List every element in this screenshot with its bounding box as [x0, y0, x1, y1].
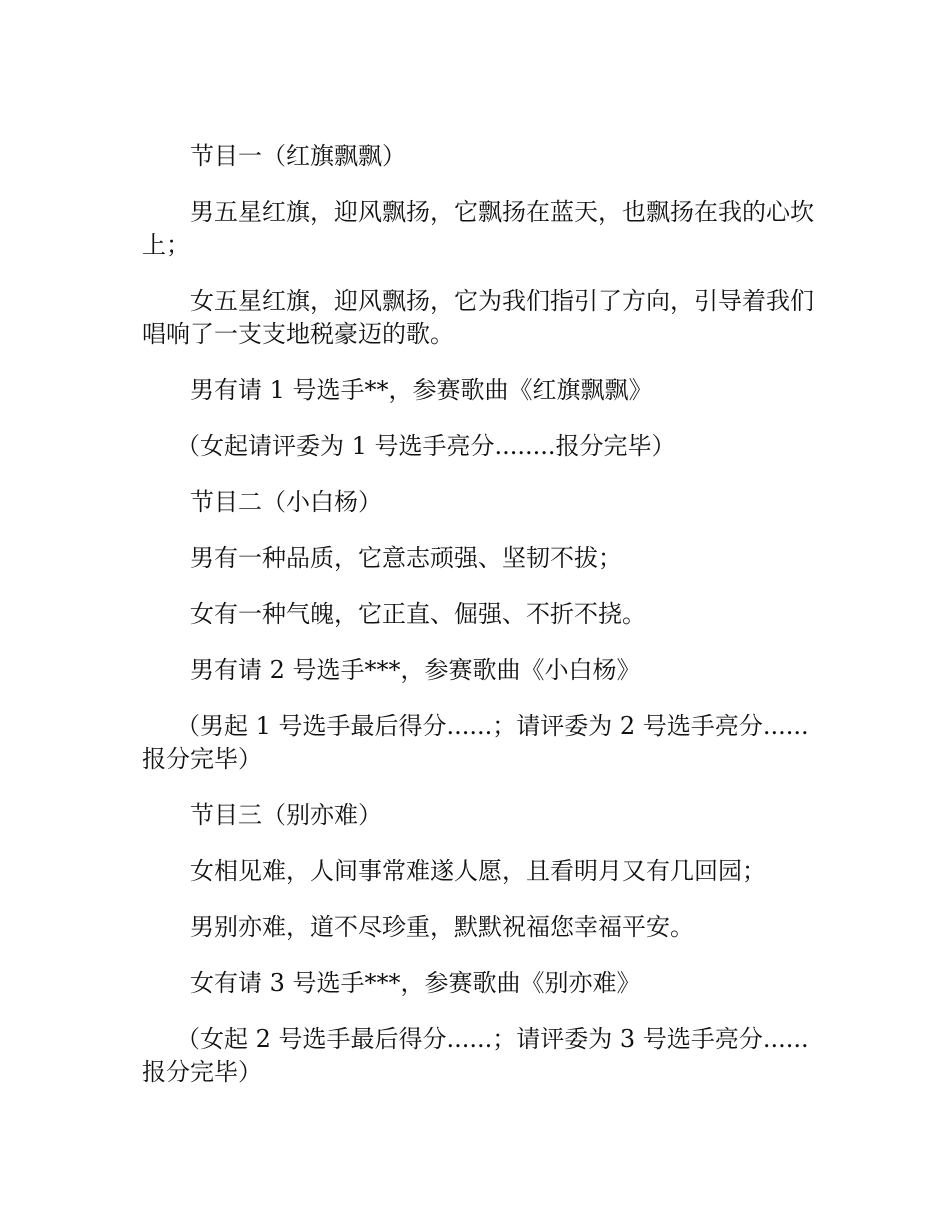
program-2-male-line: 男有一种品质，它意志顽强、坚韧不拔； — [190, 544, 622, 572]
program-3-scoring-note: （女起 2 号选手最后得分......；请评委为 3 号选手亮分......报分完毕） — [142, 1025, 809, 1086]
program-1-title: 节目一（红旗飘飘） — [190, 142, 406, 170]
document-body — [142, 140, 822, 1112]
program-1-male-line: 男五星红旗，迎风飘扬，它飘扬在蓝天，也飘扬在我的心坎上； — [142, 198, 814, 259]
program-3-female-line: 女相见难，人间事常难遂人愿，且看明月又有几回园； — [190, 857, 766, 885]
program-3-male-line: 男别亦难，道不尽珍重，默默祝福您幸福平安。 — [190, 913, 694, 941]
program-2-introduction: 男有请 2 号选手***，参赛歌曲《小白杨》 — [190, 656, 641, 684]
program-3-title: 节目三（别亦难） — [190, 801, 382, 829]
program-1-introduction: 男有请 1 号选手**，参赛歌曲《红旗飘飘》 — [190, 376, 653, 404]
program-3-introduction: 女有请 3 号选手***，参赛歌曲《别亦难》 — [190, 969, 641, 997]
program-2-scoring-note: （男起 1 号选手最后得分......；请评委为 2 号选手亮分......报分完毕） — [142, 712, 809, 773]
program-2-title: 节目二（小白杨） — [190, 488, 382, 516]
program-1-scoring-note: （女起请评委为 1 号选手亮分........报分完毕） — [176, 432, 676, 460]
program-2-female-line: 女有一种气魄，它正直、倔强、不折不挠。 — [190, 600, 646, 628]
program-1-female-line: 女五星红旗，迎风飘扬，它为我们指引了方向，引导着我们唱响了一支支地税豪迈的歌。 — [142, 287, 814, 348]
